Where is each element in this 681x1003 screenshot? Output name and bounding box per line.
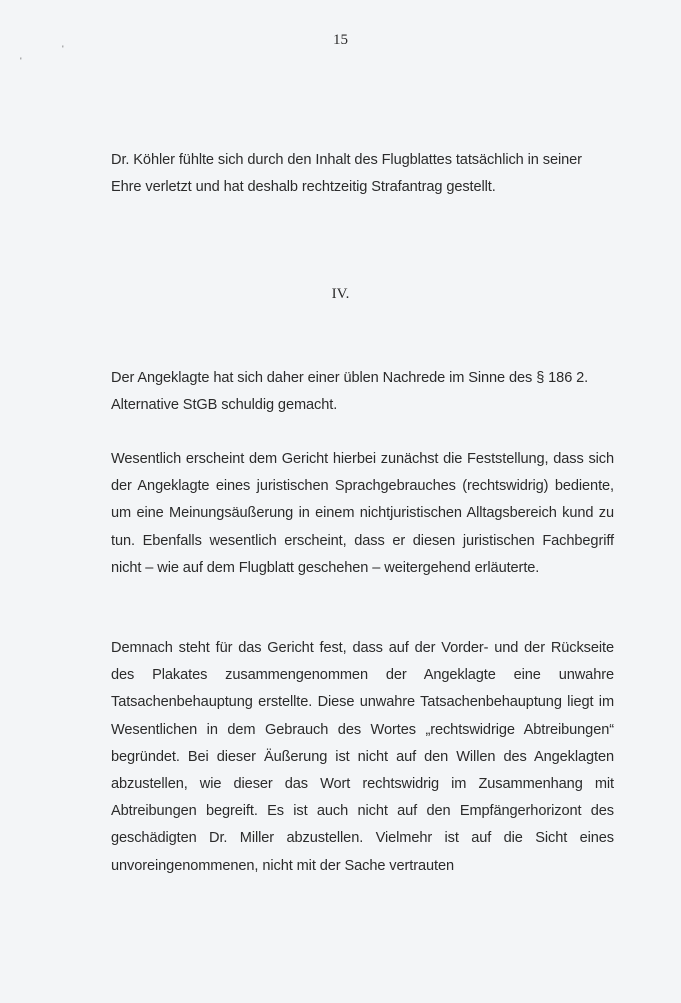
scan-mark: ' [20, 56, 22, 66]
paragraph: Der Angeklagte hat sich daher einer üblen Nachrede im Sinne des § 186 2. Alternative StGB schuldig gemacht. [111, 370, 589, 414]
paragraph: Demnach steht für das Gericht fest, dass auf der Vorder- und der Rückseite des Plakates zusammengenommen der Angeklagte eine unwahre Tatsachenbehauptung erstellte. Diese unwahre Tatsachenbehauptung liegt im Wesentlichen in dem Gebrauch des Wortes „rechtswidrige Abtreibungen“ begründet. Bei dieser Äußerung ist nicht auf den Willen des Angeklagten abzustellen, wie dieser das Wort rechtswidrig im Zusammenhang mit Abtreibungen begreift. Es ist auch nicht auf den Empfängerhorizont des geschädigten Dr. Miller abzustellen. Vielmehr ist auf die Sicht eines unvoreingenommenen, nicht mit der Sache vertrauten [111, 640, 614, 874]
paragraph-block [111, 365, 614, 419]
page-number: 15 [333, 32, 348, 48]
paragraph-block [111, 147, 614, 201]
scan-mark: ' [62, 44, 64, 54]
paragraph: Dr. Köhler fühlte sich durch den Inhalt des Flugblattes tatsächlich in seiner Ehre verletzt und hat deshalb rechtzeitig Strafantrag gestellt. [111, 152, 582, 196]
paragraph-block [111, 446, 614, 582]
paragraph-block [111, 635, 614, 880]
section-heading: IV. [331, 286, 350, 302]
paragraph: Wesentlich erscheint dem Gericht hierbei zunächst die Feststellung, dass sich der Angeklagte eines juristischen Sprachgebrauches (rechtswidrig) bediente, um eine Meinungsäußerung in einem nichtjuristischen Alltagsbereich kund zu tun. Ebenfalls wesentlich erscheint, dass er diesen juristischen Fachbegriff nicht – wie auf dem Flugblatt geschehen – weitergehend erläuterte. [111, 451, 614, 576]
